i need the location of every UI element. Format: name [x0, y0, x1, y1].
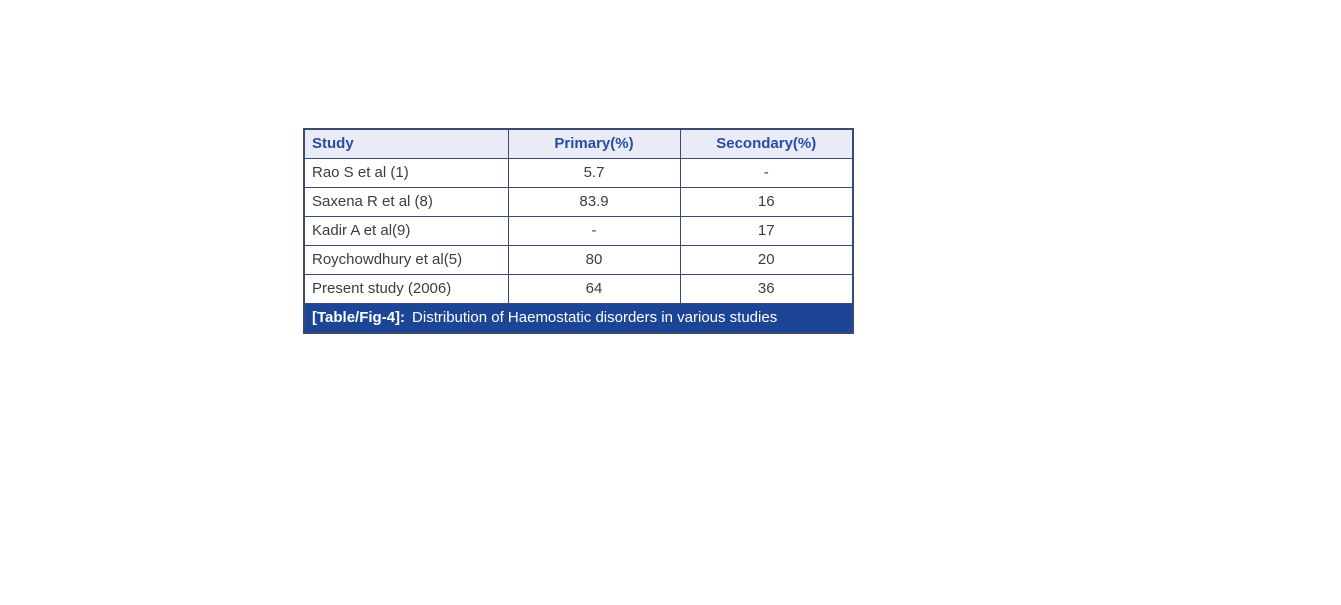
table-row — [304, 216, 853, 245]
column-header-secondary: Secondary(%) — [680, 129, 853, 158]
table-caption — [304, 303, 853, 333]
primary-value: 83.9 — [508, 187, 680, 216]
table-row — [304, 187, 853, 216]
table-row — [304, 245, 853, 274]
primary-value: 64 — [508, 274, 680, 303]
secondary-value: 17 — [680, 216, 853, 245]
table-row — [304, 274, 853, 303]
secondary-value: - — [680, 158, 853, 187]
study-name: Saxena R et al (8) — [304, 187, 508, 216]
study-name: Kadir A et al(9) — [304, 216, 508, 245]
study-name: Rao S et al (1) — [304, 158, 508, 187]
caption-text: Distribution of Haemostatic disorders in various studies — [412, 309, 778, 327]
primary-value: 5.7 — [508, 158, 680, 187]
primary-value: 80 — [508, 245, 680, 274]
table-row — [304, 158, 853, 187]
haemostatic-disorders-table — [303, 128, 854, 334]
table-header-row — [304, 129, 853, 158]
caption-label: [Table/Fig-4]: — [312, 309, 406, 327]
column-header-primary: Primary(%) — [508, 129, 680, 158]
secondary-value: 20 — [680, 245, 853, 274]
study-name: Present study (2006) — [304, 274, 508, 303]
secondary-value: 16 — [680, 187, 853, 216]
secondary-value: 36 — [680, 274, 853, 303]
column-header-study: Study — [304, 129, 508, 158]
primary-value: - — [508, 216, 680, 245]
study-name: Roychowdhury et al(5) — [304, 245, 508, 274]
table-caption-row — [304, 303, 853, 333]
